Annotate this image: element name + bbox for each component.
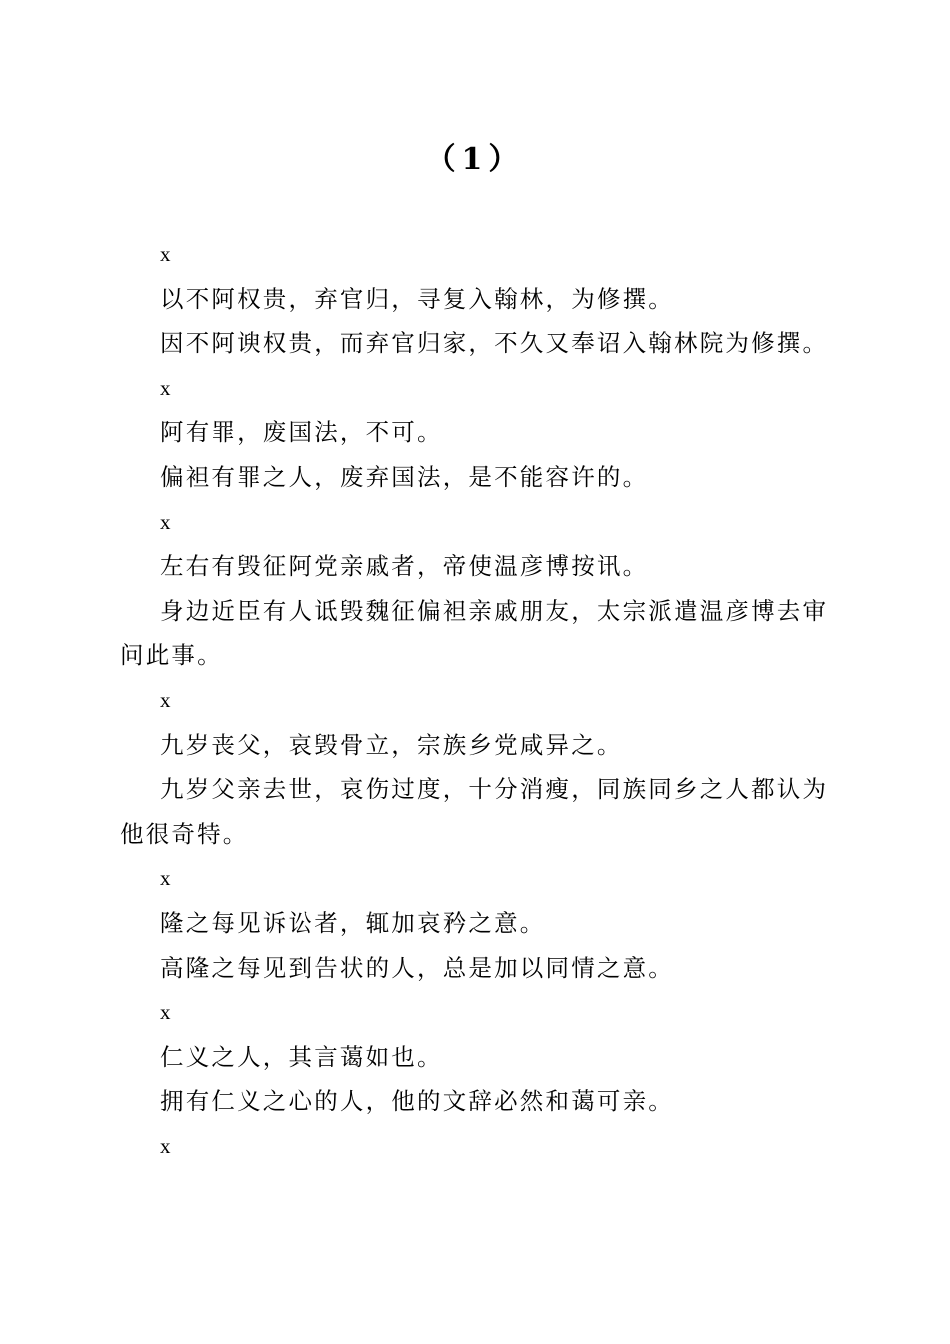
item-marker: x [160,242,171,266]
document-body [120,232,830,1168]
item-marker: x [160,375,171,400]
item-marker: x [160,1000,171,1025]
translation-sentence: 九岁父亲去世，哀伤过度，十分消瘦，同族同乡之人都认为他很奇特。 [120,775,829,848]
original-sentence: 九岁丧父，哀毁骨立，宗族乡党咸异之。 [160,730,623,759]
page-title: （1） [425,142,525,177]
translation-sentence: 身边近臣有人诋毁魏征偏袒亲戚朋友，太宗派遣温彦博去审问此事。 [120,596,829,670]
original-sentence: 阿有罪，废国法，不可。 [160,418,443,447]
trailing-marker: x [160,1133,171,1158]
translation-sentence: 偏袒有罪之人，废弃国法，是不能容许的。 [160,462,649,491]
translation-sentence: 拥有仁义之心的人，他的文辞必然和蔼可亲。 [160,1087,674,1116]
original-sentence: 左右有毁征阿党亲戚者，帝使温彦博按讯。 [160,552,649,581]
translation-sentence: 因不阿谀权贵，而弃官归家，不久又奉诏入翰林院为修撰。 [160,329,829,358]
translation-sentence: 高隆之每见到告状的人，总是加以同情之意。 [160,953,674,982]
original-sentence: 隆之每见诉讼者，辄加哀矜之意。 [160,908,546,937]
item-marker: x [160,687,171,712]
original-sentence: 以不阿权贵，弃官归，寻复入翰林，为修撰。 [160,284,674,313]
item-marker: x [160,509,171,534]
item-marker: x [160,866,171,891]
original-sentence: 仁义之人，其言蔼如也。 [160,1042,443,1071]
